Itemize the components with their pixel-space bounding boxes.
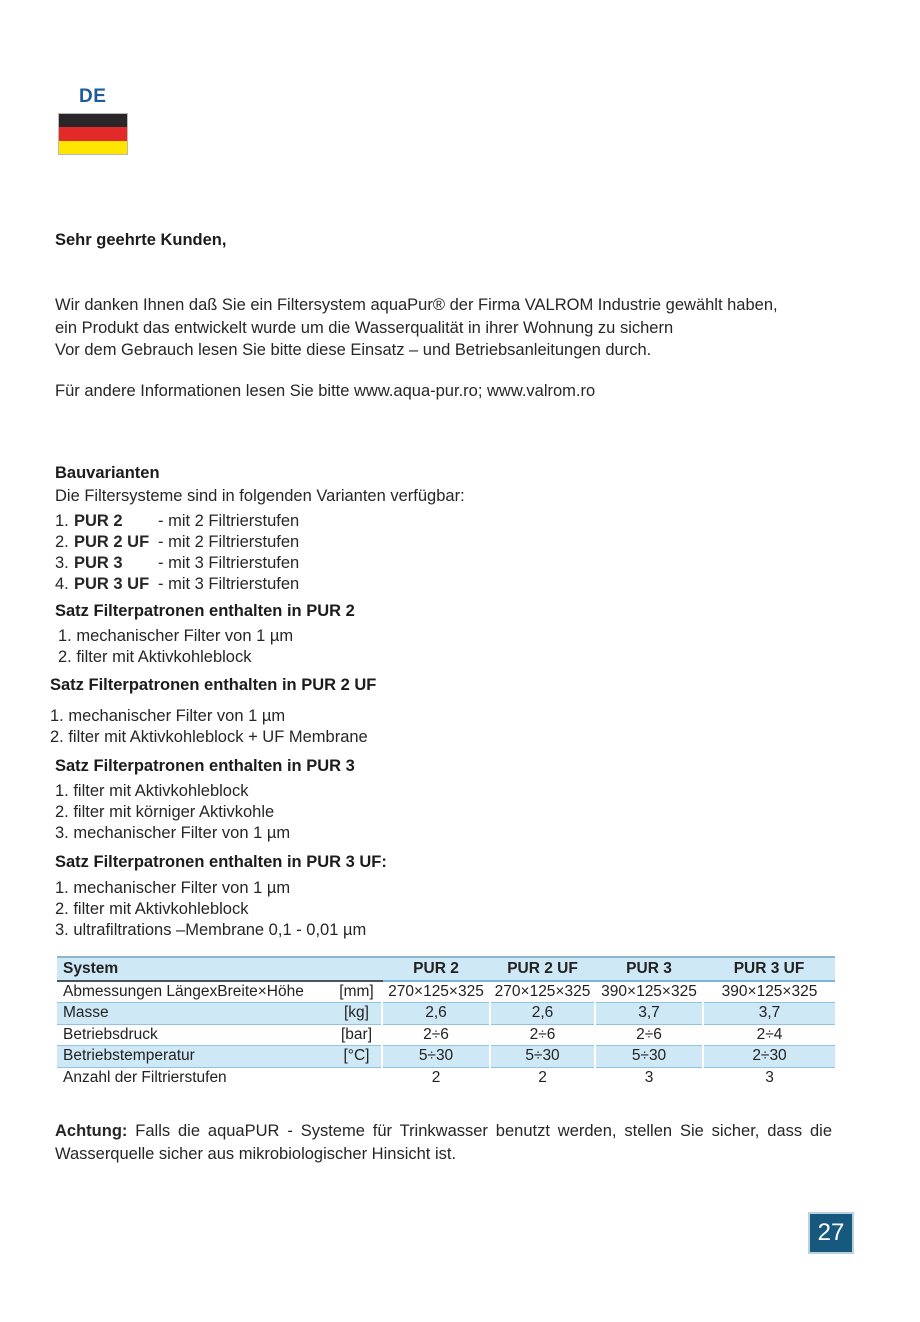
flag-stripe-red bbox=[59, 127, 127, 140]
variant-item bbox=[55, 574, 465, 595]
section-subtitle: Die Filtersysteme sind in folgenden Varianten verfügbar: bbox=[55, 487, 465, 505]
cartridge-item: 1. mechanischer Filter von 1 µm bbox=[55, 879, 291, 897]
section-title: Satz Filterpatronen enthalten in PUR 2 UF bbox=[50, 676, 377, 694]
variant-name: PUR 3 bbox=[74, 554, 123, 572]
section-title: Satz Filterpatronen enthalten in PUR 3 bbox=[55, 757, 355, 775]
cartridge-list bbox=[50, 706, 376, 748]
variant-desc: - mit 2 Filtrierstufen bbox=[158, 512, 300, 530]
row-label: Anzahl der Filtrierstufen bbox=[63, 1069, 227, 1086]
row-unit bbox=[332, 1067, 382, 1089]
cartridge-item: 2. filter mit körniger Aktivkohle bbox=[55, 803, 275, 821]
row-label: Abmessungen LängexBreite×Höhe bbox=[57, 981, 332, 1003]
variant-desc: - mit 3 Filtrierstufen bbox=[158, 575, 300, 593]
variant-desc: - mit 2 Filtrierstufen bbox=[158, 533, 300, 551]
variant-name: PUR 2 bbox=[74, 512, 123, 530]
variant-list bbox=[55, 511, 465, 595]
spec-table-header-row bbox=[57, 957, 835, 981]
cartridge-item: 1. filter mit Aktivkohleblock bbox=[55, 782, 249, 800]
greeting-text: Sehr geehrte Kunden, bbox=[55, 231, 227, 249]
section-cartridges-pur3 bbox=[55, 757, 355, 844]
cartridge-list bbox=[55, 781, 355, 844]
row-unit: [bar] bbox=[332, 1024, 382, 1046]
flag-stripe-black bbox=[59, 114, 127, 127]
table-row-mass bbox=[57, 1003, 835, 1025]
variant-desc: - mit 3 Filtrierstufen bbox=[158, 554, 300, 572]
variant-name: PUR 2 UF bbox=[74, 533, 150, 551]
cartridge-item: 3. ultrafiltrations –Membrane 0,1 - 0,01 µm bbox=[55, 921, 367, 939]
intro-paragraph bbox=[55, 294, 885, 362]
table-row-temperature bbox=[57, 1046, 835, 1068]
section-bauvarianten bbox=[55, 464, 465, 595]
warning-label: Achtung: bbox=[55, 1122, 128, 1140]
cell-value: 5÷30 bbox=[382, 1046, 490, 1068]
row-label: Masse bbox=[57, 1003, 332, 1025]
variant-number: 2. bbox=[55, 533, 69, 551]
warning-line: Wasserquelle sicher aus mikrobiologischer Hinsicht ist. bbox=[55, 1144, 457, 1163]
section-title: Satz Filterpatronen enthalten in PUR 3 UF: bbox=[55, 853, 387, 871]
cartridge-item: 1. mechanischer Filter von 1 µm bbox=[50, 707, 286, 725]
intro-line: Vor dem Gebrauch lesen Sie bitte diese Einsatz – und Betriebsanleitungen durch. bbox=[55, 341, 652, 359]
cell-value: 5÷30 bbox=[490, 1046, 595, 1068]
cartridge-item: 1. mechanischer Filter von 1 µm bbox=[58, 627, 294, 645]
column-header-pur3uf: PUR 3 UF bbox=[703, 957, 835, 981]
page-number-badge bbox=[808, 1212, 854, 1254]
cell-value: 3,7 bbox=[703, 1003, 835, 1025]
intro-line: Wir danken Ihnen daß Sie ein Filtersystem aquaPur® der Firma VALROM Industrie gewählt haben, bbox=[55, 296, 778, 314]
section-cartridges-pur2 bbox=[55, 602, 355, 668]
cell-value: 2÷6 bbox=[490, 1024, 595, 1046]
cell-value: 390×125×325 bbox=[703, 981, 835, 1003]
cartridge-list bbox=[55, 626, 355, 668]
row-label: Betriebsdruck bbox=[57, 1024, 332, 1046]
table-row-dimensions bbox=[57, 981, 835, 1003]
column-header-unit bbox=[332, 957, 382, 981]
table-row-stages bbox=[57, 1067, 835, 1089]
cell-value: 3,7 bbox=[595, 1003, 703, 1025]
section-cartridges-pur3uf bbox=[55, 853, 387, 941]
section-cartridges-pur2uf bbox=[50, 676, 376, 748]
variant-item bbox=[55, 511, 465, 532]
row-unit: [mm] bbox=[332, 981, 382, 1003]
cell-value: 2÷6 bbox=[382, 1024, 490, 1046]
cartridge-item: 2. filter mit Aktivkohleblock bbox=[55, 900, 249, 918]
column-header-system: System bbox=[57, 957, 332, 981]
cell-value: 2÷6 bbox=[595, 1024, 703, 1046]
warning-text: Falls die aquaPUR - Systeme für Trinkwasser benutzt werden, stellen Sie sicher, dass die bbox=[127, 1122, 832, 1140]
cell-value: 390×125×325 bbox=[595, 981, 703, 1003]
cell-value: 3 bbox=[595, 1067, 703, 1089]
cell-value: 3 bbox=[703, 1067, 835, 1089]
section-title: Bauvarianten bbox=[55, 464, 160, 482]
variant-item bbox=[55, 532, 465, 553]
cell-value: 2 bbox=[382, 1067, 490, 1089]
cell-value: 2,6 bbox=[382, 1003, 490, 1025]
cell-value: 2,6 bbox=[490, 1003, 595, 1025]
cell-value: 2÷30 bbox=[703, 1046, 835, 1068]
spec-table-container bbox=[57, 956, 835, 1089]
cell-value: 2÷4 bbox=[703, 1024, 835, 1046]
language-label: DE bbox=[79, 86, 107, 107]
table-row-pressure bbox=[57, 1024, 835, 1046]
column-header-pur3: PUR 3 bbox=[595, 957, 703, 981]
cell-value: 270×125×325 bbox=[490, 981, 595, 1003]
language-header bbox=[58, 86, 128, 155]
cell-value: 2 bbox=[490, 1067, 595, 1089]
flag-stripe-gold bbox=[59, 141, 127, 154]
warning-paragraph bbox=[55, 1120, 832, 1165]
row-unit: [°C] bbox=[332, 1046, 382, 1068]
german-flag-icon bbox=[58, 113, 128, 155]
page-number: 27 bbox=[817, 1219, 845, 1246]
variant-name: PUR 3 UF bbox=[74, 575, 150, 593]
column-header-pur2uf: PUR 2 UF bbox=[490, 957, 595, 981]
spec-table bbox=[57, 956, 835, 1089]
section-title: Satz Filterpatronen enthalten in PUR 2 bbox=[55, 602, 355, 620]
cartridge-item: 2. filter mit Aktivkohleblock + UF Membrane bbox=[50, 728, 368, 746]
row-unit: [kg] bbox=[332, 1003, 382, 1025]
variant-number: 4. bbox=[55, 575, 69, 593]
cell-value: 270×125×325 bbox=[382, 981, 490, 1003]
warning-line bbox=[55, 1120, 832, 1143]
intro-line: ein Produkt das entwickelt wurde um die Wasserqualität in ihrer Wohnung zu sichern bbox=[55, 318, 674, 337]
cartridge-item: 2. filter mit Aktivkohleblock bbox=[58, 648, 252, 666]
cell-value: 5÷30 bbox=[595, 1046, 703, 1068]
variant-number: 1. bbox=[55, 512, 69, 530]
info-line: Für andere Informationen lesen Sie bitte www.aqua-pur.ro; www.valrom.ro bbox=[55, 382, 596, 400]
variant-item bbox=[55, 553, 465, 574]
column-header-pur2: PUR 2 bbox=[382, 957, 490, 981]
variant-number: 3. bbox=[55, 554, 69, 572]
cartridge-item: 3. mechanischer Filter von 1 µm bbox=[55, 824, 291, 842]
row-label: Betriebstemperatur bbox=[57, 1046, 332, 1068]
cartridge-list bbox=[55, 878, 387, 941]
